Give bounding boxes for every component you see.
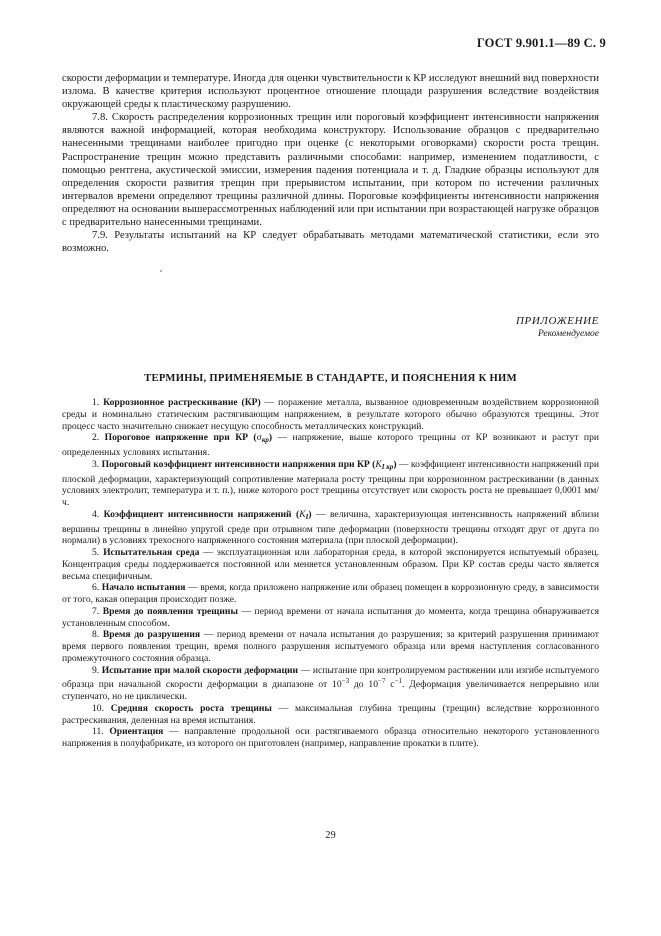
paragraph-7-9: 7.9. Результаты испытаний на КР следует обрабатывать методами математической статистики, если это возможно. [62,230,599,255]
main-text [62,72,599,255]
term-definition: — коэффициент интенсивности напряжений при плоской деформации, характеризующий сопротивление материала росту трещины при коррозионном растрескивании (в данных условиях электролит, температура и т. п.), ниже которого рост трещины отсутствует или скорость роста не превышает 0,0001 мм/ч. [62,458,599,508]
page-number: 29 [325,830,336,841]
section-title: ТЕРМИНЫ, ПРИМЕНЯЕМЫЕ В СТАНДАРТЕ, И ПОЯСНЕНИЯ К НИМ [144,373,517,384]
term-name: Ориентация [109,726,164,738]
term-number: 11. [92,726,104,738]
term-number: 1. [92,397,100,408]
term-definition: — напряжение, выше которого трещины от КР возникают и растут при определенных условиях испытания. [62,432,600,458]
terms-list [62,397,599,750]
term-number: 7. [92,605,100,617]
term-definition: — поражение металла, вызванное одновременным воздействием коррозионной среды и номинально статическим растягивающим напряжением, в результате которого обычно образуются трещины. Этот процесс часто значительно снижает несущую способность металлических конструкций. [62,397,599,432]
term-8 [62,629,599,664]
term-number: 3. [92,458,100,470]
appendix-title: ПРИЛОЖЕНИЕ [516,315,599,327]
term-9 [62,665,599,703]
term-number: 9. [92,664,100,676]
term-name: Пороговый коэффициент интенсивности напряжения при КР $(K_{I кр})$ [101,458,397,471]
term-name: Коррозионное растрескивание (КР) [103,397,261,408]
term-definition: — направление продольной оси растягиваемого образца относительно некоторого установленного напряжения в полуфабрикате, из которого он приготовлен (например, направление прокатки в плите). [62,726,599,749]
term-name: Пороговое напряжение при КР $(\sigma_{кр})$ [104,432,273,445]
term-name: Средняя скорость роста трещины [110,702,272,714]
term-name: Испытание при малой скорости деформации [101,664,299,676]
term-definition: — испытание при контролируемом растяжении или изгибе испытуемого образца при начальной скорости деформации в диапазоне от $10^{-3}$ до $10^{-7}$ $с^{-1}$. Деформация увеличивается непрерывно или ступенчато, но не циклически. [62,664,599,702]
term-definition: — максимальная глубина трещины (трещин) вследствие коррозионного растрескивания, деленная на время испытания. [62,702,599,726]
term-number: 6. [92,582,100,594]
term-1 [62,397,599,432]
term-4 [62,509,599,547]
term-11 [62,726,599,750]
term-7 [62,606,599,630]
term-definition: — период времени от начала испытания до момента, когда трещина обнаруживается установленным способом. [62,605,600,629]
scan-speck [160,270,162,272]
term-name: Время до появления трещины [102,605,238,617]
term-number: 4. [92,508,100,520]
term-number: 10. [92,702,104,714]
term-2 [62,432,599,459]
term-number: 8. [92,629,100,641]
term-name: Время до разрушения [102,629,201,641]
term-10 [62,703,599,727]
paragraph-continuation: скорости деформации и температуре. Иногда для оценки чувствительности к КР исследуют внешний вид поверхности излома. В качестве критерия используют процентное отношение площади разрушения вследствие воздействия окружающей среды к пластическому разрушению. [62,73,599,111]
term-5 [62,547,599,582]
term-definition: — время, когда приложено напряжение или образец помещен в коррозионную среду, в зависимости от того, какая операция происходит позже. [62,582,600,605]
term-definition: — величина, характеризующая интенсивность напряжений вблизи вершины трещины в линейно упругой среде при отрывном типе деформации (поверхности трещины отходят друг от друга по нормали) в условиях трехосного напряженного состояния материала (при плоской деформации). [62,508,599,547]
term-definition: — период времени от начала испытания до разрушения; за критерий разрушения принимают время первого появления трещин, время полного разрушения испытуемого образца или время наступления согласованного промежуточного состояния образца. [62,629,599,664]
term-definition: — эксплуатационная или лабораторная среда, в которой экспонируется испытуемый образец. Концентрация среды поддерживается постоянной или меняется установленным образом. При КР состав среды часто является весьма специфичным. [62,547,599,582]
paragraph-7-8: 7.8. Скорость распределения коррозионных трещин или пороговый коэффициент интенсивности напряжения являются важной информацией, которая необходима конструктору. Использование образцов с предварительно нанесенными трещинами наиболее пригодно при оценке (с некоторыми оговорками) скорости роста трещин. Распространение трещин можно представить различными способами: например, изменением податливости, с помощью рентгена, акустической эмиссии, измерения падения потенциала и т. д. Гладкие образцы используют для определения скорости развития трещин при прерывистом испытании, при котором по истечении различных интервалов времени определяют трещины различной длины. Пороговые коэффициенты интенсивности напряжения определяют на основании вышерассмотренных наблюдений или при испытании при возрастающей нагрузке образцов с предварительно нанесенными трещинами. [62,112,599,229]
page-header: ГОСТ 9.901.1—89 С. 9 [476,36,606,50]
term-name: Коэффициент интенсивности напряжений $(K_I)$ [103,508,312,521]
term-name: Начало испытания [101,582,186,594]
term-3 [62,459,599,509]
appendix-status: Рекомендуемое [537,329,599,339]
term-name: Испытательная среда [103,547,200,558]
appendix-label [516,314,599,340]
term-number: 2. [92,432,100,444]
term-6 [62,582,599,606]
term-number: 5. [92,547,100,558]
